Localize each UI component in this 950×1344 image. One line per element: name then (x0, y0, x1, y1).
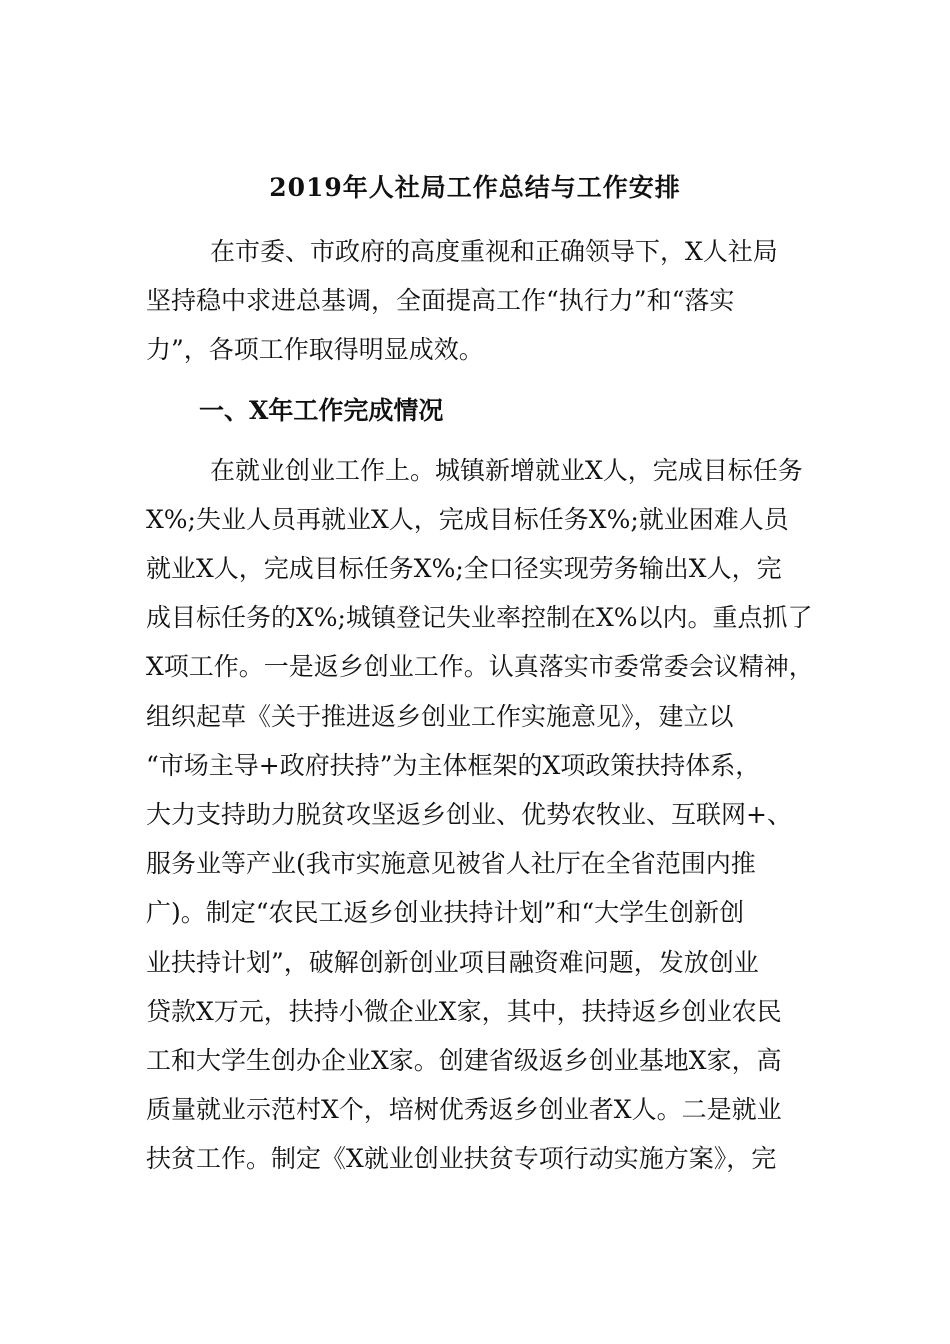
body-line-11: 业扶持计划”，破解创新创业项目融资难问题，发放创业 (146, 948, 759, 977)
body-line-13: 工和大学生创办企业X家。创建省级返乡创业基地X家，高 (146, 1046, 782, 1075)
body-line-6: 组织起草《关于推进返乡创业工作实施意见》，建立以 (146, 702, 734, 731)
document-title: 2019年人社局工作总结与工作安排 (269, 173, 681, 202)
body-line-7: “市场主导+政府扶持”为主体框架的X项政策扶持体系， (146, 751, 761, 780)
body-line-8: 大力支持助力脱贫攻坚返乡创业、优势农牧业、互联网+、 (146, 800, 792, 829)
body-line-2: X%;失业人员再就业X人，完成目标任务X%;就业困难人员 (146, 505, 789, 534)
body-line-9: 服务业等产业(我市实施意见被省人社厅在全省范围内推 (146, 849, 756, 878)
section-heading: 一、X年工作完成情况 (199, 396, 444, 425)
body-line-14: 质量就业示范村X个，培树优秀返乡创业者X人。二是就业 (146, 1095, 782, 1124)
intro-line-1: 在市委、市政府的高度重视和正确领导下，X人社局 (210, 237, 778, 266)
body-line-3: 就业X人，完成目标任务X%;全口径实现劳务输出X人，完 (146, 554, 782, 583)
body-line-5: X项工作。一是返乡创业工作。认真落实市委常委会议精神， (146, 652, 814, 681)
intro-line-3: 力”，各项工作取得明显成效。 (146, 335, 484, 364)
body-line-15: 扶贫工作。制定《X就业创业扶贫专项行动实施方案》，完 (146, 1144, 777, 1173)
body-line-10: 广)。制定“农民工返乡创业扶持计划”和“大学生创新创 (146, 898, 745, 927)
body-line-1: 在就业创业工作上。城镇新增就业X人，完成目标任务 (210, 456, 803, 485)
body-line-12: 贷款X万元，扶持小微企业X家，其中，扶持返乡创业农民 (146, 997, 782, 1026)
body-line-4: 成目标任务的X%;城镇登记失业率控制在X%以内。重点抓了 (146, 603, 813, 632)
intro-line-2: 坚持稳中求进总基调，全面提高工作“执行力”和“落实 (146, 286, 735, 315)
